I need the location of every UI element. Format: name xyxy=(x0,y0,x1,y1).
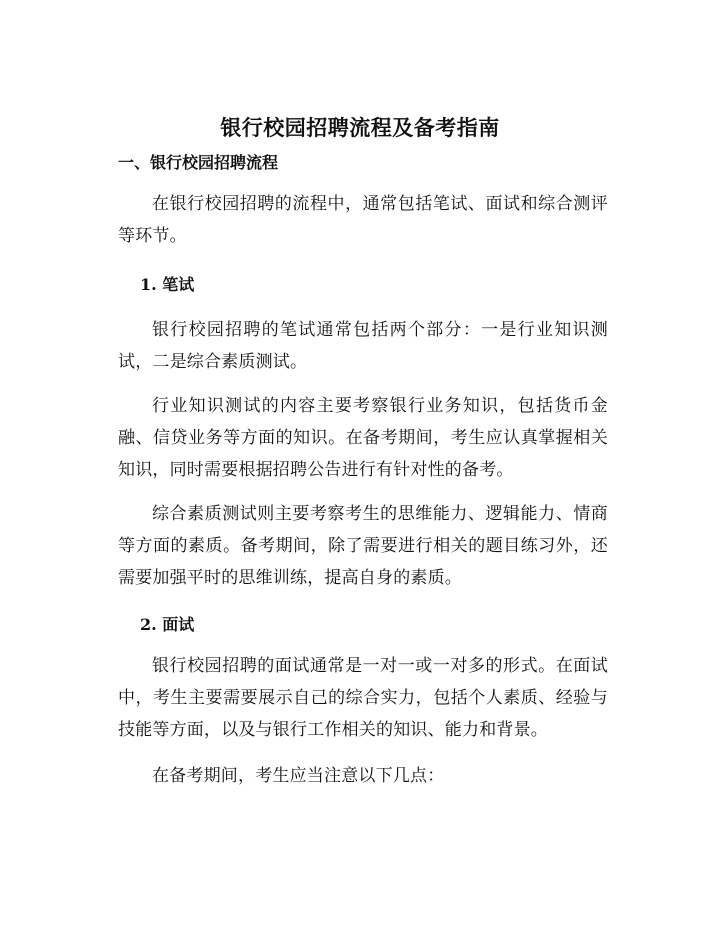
written-test-paragraph-1: 银行校园招聘的笔试通常包括两个部分：一是行业知识测试，二是综合素质测试。 xyxy=(118,320,608,372)
intro-paragraph: 在银行校园招聘的流程中，通常包括笔试、面试和综合测评等环节。 xyxy=(118,194,608,246)
interview-paragraph-2: 在备考期间，考生应当注意以下几点： xyxy=(152,766,445,786)
subheading-written-test: 1. 笔试 xyxy=(140,275,195,294)
section-heading-recruitment-process: 一、银行校园招聘流程 xyxy=(118,153,279,172)
subheading-interview: 2. 面试 xyxy=(140,615,195,634)
written-test-paragraph-2: 行业知识测试的内容主要考察银行业务知识，包括货币金融、信贷业务等方面的知识。在备考期间，考生应认真掌握相关知识，同时需要根据招聘公告进行有针对性的备考。 xyxy=(118,396,608,480)
document-title: 银行校园招聘流程及备考指南 xyxy=(220,115,500,140)
interview-paragraph-1: 银行校园招聘的面试通常是一对一或一对多的形式。在面试中，考生主要需要展示自己的综合实力，包括个人素质、经验与技能等方面，以及与银行工作相关的知识、能力和背景。 xyxy=(118,656,608,740)
written-test-paragraph-3: 综合素质测试则主要考察考生的思维能力、逻辑能力、情商等方面的素质。备考期间，除了需要进行相关的题目练习外，还需要加强平时的思维训练，提高自身的素质。 xyxy=(118,504,608,588)
